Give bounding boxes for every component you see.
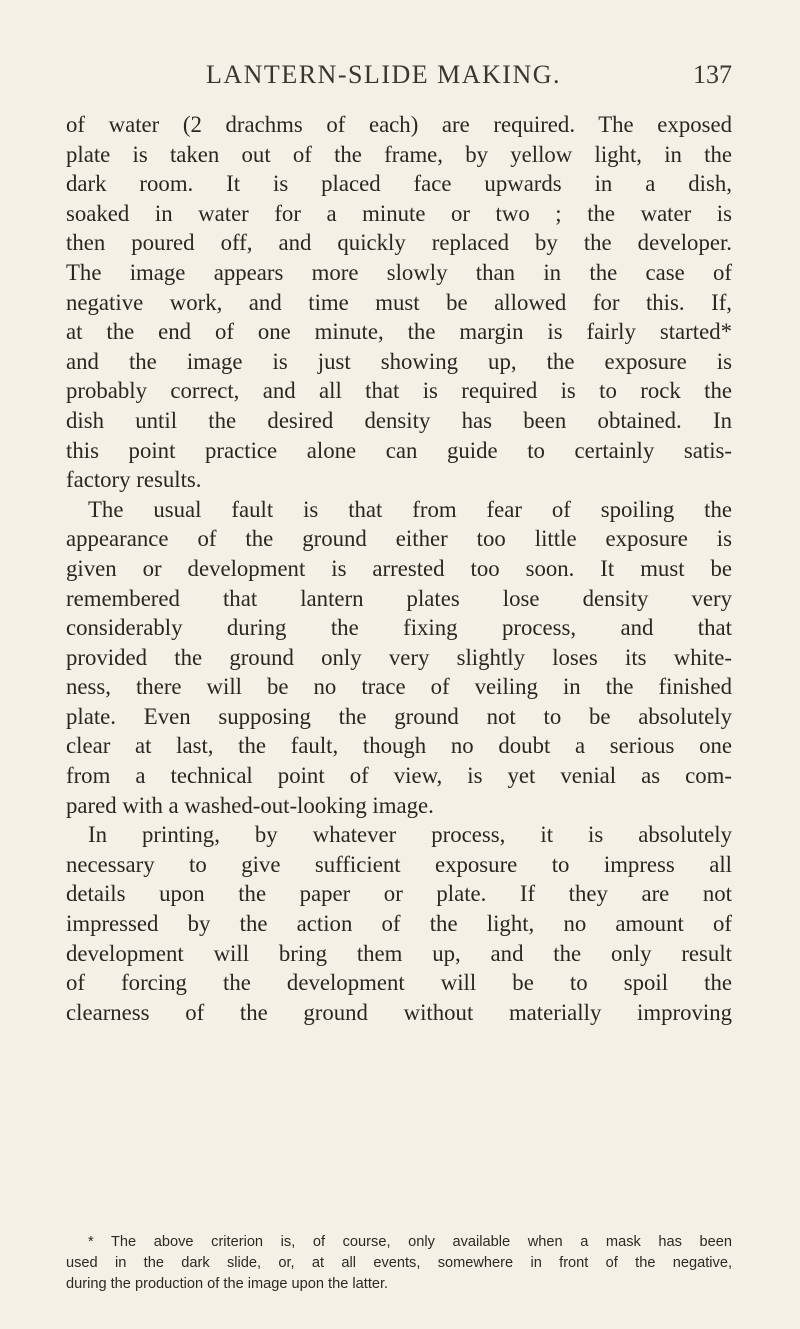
text-line: necessary to give sufficient exposure to impress all [66, 851, 732, 877]
footnote-line: during the production of the image upon the latter. [66, 1276, 389, 1292]
page-header [66, 60, 732, 100]
running-title: LANTERN-SLIDE MAKING. [206, 60, 562, 89]
text-line: at the end of one minute, the margin is fairly started* [66, 319, 732, 345]
text-line: development will bring them up, and the only result [66, 940, 732, 966]
text-line: The image appears more slowly than in the case of [66, 259, 732, 285]
text-line: of forcing the development will be to spoil the [66, 970, 732, 996]
text-line: clearness of the ground without materially improving [66, 999, 732, 1025]
text-line: appearance of the ground either too little exposure is [66, 526, 732, 552]
text-line: plate is taken out of the frame, by yellow light, in the [66, 141, 732, 167]
text-line: given or development is arrested too soon. It must be [66, 555, 732, 581]
text-line: dark room. It is placed face upwards in a dish, [66, 171, 732, 197]
text-line: probably correct, and all that is required is to rock the [66, 378, 732, 404]
footnote-line: * The above criterion is, of course, only available when a mask has been [88, 1234, 732, 1250]
text-line: soaked in water for a minute or two ; the water is [66, 200, 732, 226]
text-line: The usual fault is that from fear of spoiling the [88, 496, 732, 522]
text-line: clear at last, the fault, though no doubt a serious one [66, 733, 732, 759]
text-line: In printing, by whatever process, it is absolutely [88, 822, 732, 848]
text-line: factory results. [66, 467, 202, 493]
text-line: from a technical point of view, is yet venial as com- [66, 763, 732, 789]
text-line: this point practice alone can guide to certainly satis- [66, 437, 732, 463]
text-line: plate. Even supposing the ground not to be absolutely [66, 703, 732, 729]
body-text [66, 110, 732, 1027]
text-line: pared with a washed-out-looking image. [66, 792, 434, 818]
text-line: provided the ground only very slightly loses its white- [66, 644, 732, 670]
text-line: then poured off, and quickly replaced by the developer. [66, 230, 732, 256]
text-line: negative work, and time must be allowed for this. If, [66, 289, 732, 315]
footnote-line: used in the dark slide, or, at all events, somewhere in front of the negative, [66, 1255, 732, 1271]
text-line: considerably during the fixing process, and that [66, 615, 732, 641]
text-line: and the image is just showing up, the exposure is [66, 348, 732, 374]
page-number: 137 [693, 60, 732, 89]
footnote [66, 1232, 732, 1295]
text-line: impressed by the action of the light, no amount of [66, 911, 732, 937]
text-line: details upon the paper or plate. If they are not [66, 881, 732, 907]
text-line: of water (2 drachms of each) are required. The exposed [66, 112, 732, 137]
text-line: remembered that lantern plates lose density very [66, 585, 732, 611]
text-line: dish until the desired density has been obtained. In [66, 407, 732, 433]
text-line: ness, there will be no trace of veiling in the finished [66, 674, 732, 700]
